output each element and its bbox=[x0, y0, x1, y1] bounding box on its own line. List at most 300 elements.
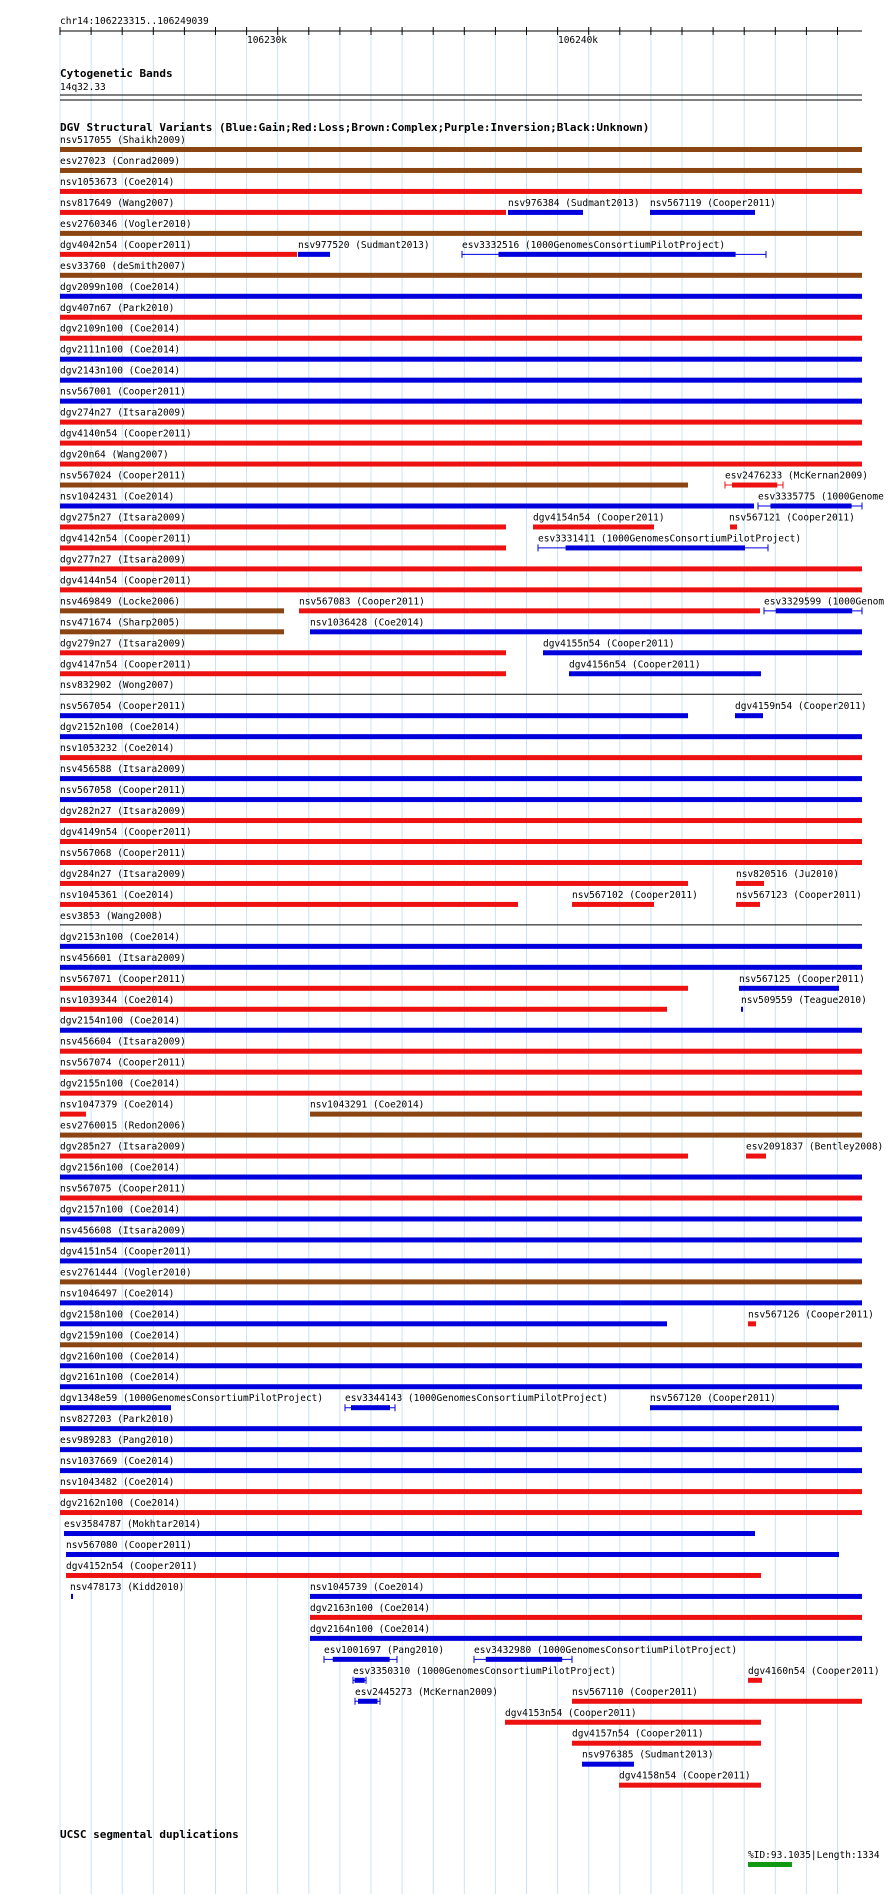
sv-feature-bar[interactable] bbox=[776, 608, 852, 613]
sv-feature-label: esv3335775 (1000Genome bbox=[758, 491, 884, 503]
sv-feature[interactable] bbox=[505, 1708, 761, 1725]
sv-feature-bar[interactable] bbox=[60, 1196, 862, 1201]
sv-feature[interactable] bbox=[60, 1372, 862, 1389]
tick-label-106240k: 106240k bbox=[557, 35, 599, 46]
sv-feature-bar[interactable] bbox=[355, 1678, 365, 1683]
sv-feature-bar[interactable] bbox=[60, 1342, 862, 1347]
sv-feature-bar[interactable] bbox=[60, 1007, 667, 1012]
sv-feature[interactable] bbox=[60, 995, 667, 1012]
sv-feature-bar[interactable] bbox=[60, 1426, 862, 1431]
sv-feature-bar[interactable] bbox=[60, 168, 862, 173]
sv-feature-bar[interactable] bbox=[310, 1112, 862, 1117]
sv-feature[interactable] bbox=[60, 596, 284, 613]
sv-feature[interactable] bbox=[60, 1456, 862, 1473]
sv-feature[interactable] bbox=[60, 680, 862, 694]
sv-feature-label: dgv4151n54 (Cooper2011) bbox=[60, 1246, 192, 1258]
sv-feature-bar[interactable] bbox=[60, 503, 754, 508]
sv-feature[interactable] bbox=[60, 1288, 862, 1305]
sv-feature-label: nsv517055 (Shaikh2009) bbox=[60, 135, 186, 146]
sv-feature[interactable] bbox=[353, 1666, 616, 1684]
sv-feature-label: dgv2162n100 (Coe2014) bbox=[60, 1498, 181, 1510]
sv-feature[interactable] bbox=[60, 953, 862, 970]
sv-feature-bar[interactable] bbox=[735, 713, 763, 718]
sv-feature-bar[interactable] bbox=[310, 629, 862, 634]
sv-feature[interactable] bbox=[60, 219, 862, 236]
sv-feature[interactable] bbox=[60, 806, 862, 823]
sv-feature-bar[interactable] bbox=[66, 1573, 761, 1578]
sv-feature[interactable] bbox=[538, 533, 801, 551]
sv-feature[interactable] bbox=[60, 1498, 862, 1515]
sv-feature-label: dgv2159n100 (Coe2014) bbox=[60, 1330, 181, 1342]
sv-feature-label: dgv2099n100 (Coe2014) bbox=[60, 281, 181, 293]
sv-feature[interactable] bbox=[60, 1121, 862, 1138]
sv-feature-bar[interactable] bbox=[60, 1447, 862, 1452]
sv-feature-bar[interactable] bbox=[60, 734, 862, 739]
sv-feature[interactable] bbox=[572, 1729, 761, 1746]
sv-feature-label: nsv820516 (Ju2010) bbox=[736, 868, 839, 880]
sv-feature-label: esv2761444 (Vogler2010) bbox=[60, 1267, 192, 1279]
sv-feature[interactable] bbox=[60, 450, 862, 467]
sv-feature-bar[interactable] bbox=[60, 147, 862, 152]
sv-feature-bar[interactable] bbox=[498, 252, 735, 257]
sv-feature[interactable] bbox=[310, 1624, 862, 1641]
sv-feature-bar[interactable] bbox=[543, 650, 862, 655]
sv-feature-label: nsv567080 (Cooper2011) bbox=[66, 1539, 192, 1551]
sv-feature[interactable] bbox=[650, 1393, 839, 1410]
sv-feature-bar[interactable] bbox=[650, 210, 755, 215]
sv-feature-bar[interactable] bbox=[572, 1699, 862, 1704]
sv-feature-label: nsv1043291 (Coe2014) bbox=[310, 1099, 425, 1111]
sv-feature-bar[interactable] bbox=[299, 608, 760, 613]
sv-feature-label: nsv471674 (Sharp2005) bbox=[60, 617, 181, 629]
segdup-feature-label: %ID:93.1035|Length:1334 bbox=[748, 1850, 880, 1861]
sv-feature-label: esv3350310 (1000GenomesConsortiumPilotProject) bbox=[353, 1665, 617, 1677]
sv-feature-bar[interactable] bbox=[60, 1133, 862, 1138]
sv-feature-bar[interactable] bbox=[60, 881, 688, 886]
sv-feature-bar[interactable] bbox=[358, 1699, 378, 1704]
sv-feature[interactable] bbox=[298, 240, 430, 257]
sv-feature-label: dgv2155n100 (Coe2014) bbox=[60, 1078, 181, 1090]
sv-feature[interactable] bbox=[60, 638, 506, 655]
sv-feature-label: nsv567074 (Cooper2011) bbox=[60, 1057, 186, 1069]
sv-feature[interactable] bbox=[739, 974, 865, 991]
sv-feature-bar[interactable] bbox=[60, 797, 862, 802]
sv-feature[interactable] bbox=[60, 387, 862, 404]
sv-feature[interactable] bbox=[60, 1142, 688, 1159]
sv-feature-bar[interactable] bbox=[60, 231, 862, 236]
cytogenetic-bands-title: Cytogenetic Bands bbox=[60, 67, 173, 80]
sv-feature[interactable] bbox=[60, 932, 862, 949]
sv-feature-label: dgv282n27 (Itsara2009) bbox=[60, 806, 186, 818]
sv-feature-bar[interactable] bbox=[60, 587, 862, 592]
sv-feature-bar[interactable] bbox=[732, 483, 777, 488]
sv-feature[interactable] bbox=[60, 512, 506, 529]
sv-feature-label: nsv456604 (Itsara2009) bbox=[60, 1036, 186, 1048]
sv-feature-label: dgv4159n54 (Cooper2011) bbox=[735, 701, 867, 713]
sv-feature[interactable] bbox=[60, 198, 506, 215]
sv-feature[interactable] bbox=[582, 1750, 714, 1767]
sv-feature-bar[interactable] bbox=[60, 671, 506, 676]
sv-feature[interactable] bbox=[60, 408, 862, 425]
sv-feature[interactable] bbox=[60, 659, 506, 676]
sv-feature-bar[interactable] bbox=[351, 1405, 390, 1410]
sv-feature[interactable] bbox=[764, 596, 884, 614]
sv-feature-label: esv2091837 (Bentley2008) bbox=[746, 1141, 884, 1153]
sv-feature-bar[interactable] bbox=[60, 1300, 862, 1305]
sv-feature-bar[interactable] bbox=[739, 986, 839, 991]
sv-feature-label: esv989283 (Pang2010) bbox=[60, 1435, 175, 1447]
sv-feature-bar[interactable] bbox=[60, 860, 862, 865]
sv-feature[interactable] bbox=[324, 1645, 444, 1663]
sv-feature-label: dgv4149n54 (Cooper2011) bbox=[60, 827, 192, 839]
region-label: chr14:106223315..106249039 bbox=[60, 16, 209, 27]
sv-feature-bar[interactable] bbox=[60, 294, 862, 299]
sv-feature-bar[interactable] bbox=[60, 944, 862, 949]
sv-feature[interactable] bbox=[60, 429, 862, 446]
sv-feature-label: nsv567102 (Cooper2011) bbox=[572, 889, 698, 901]
sv-feature-label: esv33760 (deSmith2007) bbox=[60, 260, 186, 272]
sv-feature-bar[interactable] bbox=[60, 566, 862, 571]
sv-feature-bar[interactable] bbox=[60, 1468, 862, 1473]
sv-feature-bar[interactable] bbox=[60, 189, 862, 194]
sv-feature-bar[interactable] bbox=[741, 1007, 743, 1012]
sv-feature-bar[interactable] bbox=[572, 1741, 761, 1746]
sv-feature-bar[interactable] bbox=[71, 1594, 73, 1599]
sv-feature[interactable] bbox=[60, 345, 862, 362]
sv-feature-bar[interactable] bbox=[60, 1363, 862, 1368]
sv-feature[interactable] bbox=[60, 240, 297, 257]
sv-feature[interactable] bbox=[748, 1666, 880, 1683]
sv-feature-label: dgv2152n100 (Coe2014) bbox=[60, 722, 181, 734]
sv-feature-bar[interactable] bbox=[310, 1636, 862, 1641]
sv-feature-bar[interactable] bbox=[60, 524, 506, 529]
sv-feature[interactable] bbox=[60, 471, 688, 488]
sv-feature-bar[interactable] bbox=[60, 420, 862, 425]
sv-feature[interactable] bbox=[729, 512, 855, 529]
sv-feature-bar[interactable] bbox=[60, 776, 862, 781]
sv-feature-label: nsv567119 (Cooper2011) bbox=[650, 197, 776, 209]
sv-feature-bar[interactable] bbox=[572, 902, 654, 907]
sv-feature-label: nsv1043482 (Coe2014) bbox=[60, 1477, 175, 1489]
sv-feature-bar[interactable] bbox=[60, 210, 506, 215]
sv-feature[interactable] bbox=[474, 1645, 737, 1663]
sv-feature-label: esv3853 (Wang2008) bbox=[60, 910, 163, 922]
sv-feature-bar[interactable] bbox=[60, 839, 862, 844]
sv-feature-bar[interactable] bbox=[736, 902, 760, 907]
sv-feature[interactable] bbox=[60, 1204, 862, 1221]
cytogenetic-bands-track bbox=[60, 67, 862, 100]
sv-feature-bar[interactable] bbox=[60, 1384, 862, 1389]
sv-feature[interactable] bbox=[60, 911, 862, 925]
sv-feature[interactable] bbox=[60, 282, 862, 299]
sv-feature-label: dgv275n27 (Itsara2009) bbox=[60, 512, 186, 524]
sv-feature[interactable] bbox=[355, 1687, 498, 1705]
sv-feature[interactable] bbox=[748, 1309, 874, 1326]
sv-feature-label: dgv4157n54 (Cooper2011) bbox=[572, 1728, 704, 1740]
sv-feature-bar[interactable] bbox=[60, 378, 862, 383]
sv-feature[interactable] bbox=[60, 1309, 667, 1326]
sv-feature[interactable] bbox=[60, 1267, 862, 1284]
sv-feature-label: nsv832902 (Wong2007) bbox=[60, 680, 175, 692]
sv-feature-bar[interactable] bbox=[60, 462, 862, 467]
sv-feature-bar[interactable] bbox=[569, 671, 761, 676]
sv-feature[interactable] bbox=[650, 198, 776, 215]
sv-feature[interactable] bbox=[60, 177, 862, 194]
sv-feature[interactable] bbox=[60, 617, 284, 634]
sv-feature-bar[interactable] bbox=[730, 524, 737, 529]
sv-feature[interactable] bbox=[60, 785, 862, 802]
sv-feature[interactable] bbox=[60, 554, 862, 571]
sv-feature-label: nsv976384 (Sudmant2013) bbox=[508, 197, 640, 209]
sv-feature[interactable] bbox=[60, 890, 518, 907]
sv-feature[interactable] bbox=[60, 1393, 323, 1410]
sv-feature-bar[interactable] bbox=[64, 1531, 755, 1536]
sv-feature-bar[interactable] bbox=[505, 1720, 761, 1725]
sv-feature-label: nsv977520 (Sudmant2013) bbox=[298, 239, 430, 251]
sv-feature[interactable] bbox=[60, 722, 862, 739]
sv-feature-label: nsv567068 (Cooper2011) bbox=[60, 847, 186, 859]
sv-feature-label: nsv1042431 (Coe2014) bbox=[60, 491, 175, 503]
sv-feature-bar[interactable] bbox=[60, 1070, 862, 1075]
sv-feature[interactable] bbox=[60, 1477, 862, 1494]
sv-feature-label: nsv567075 (Cooper2011) bbox=[60, 1183, 186, 1195]
sv-feature-label: dgv4155n54 (Cooper2011) bbox=[543, 638, 675, 650]
sv-feature[interactable] bbox=[70, 1582, 184, 1599]
sv-feature[interactable] bbox=[736, 869, 839, 886]
sv-feature-bar[interactable] bbox=[486, 1657, 562, 1662]
sv-feature[interactable] bbox=[60, 1016, 862, 1033]
sv-feature-label: dgv1348e59 (1000GenomesConsortiumPilotProject) bbox=[60, 1393, 324, 1405]
sv-feature-bar[interactable] bbox=[60, 1237, 862, 1242]
sv-feature-label: nsv567024 (Cooper2011) bbox=[60, 470, 186, 482]
sv-feature-label: dgv407n67 (Park2010) bbox=[60, 302, 175, 314]
sv-feature-label: nsv456588 (Itsara2009) bbox=[60, 764, 186, 776]
sv-feature-bar[interactable] bbox=[60, 1510, 862, 1515]
sv-feature-bar[interactable] bbox=[60, 1216, 862, 1221]
sv-feature-label: esv2476233 (McKernan2009) bbox=[725, 470, 868, 482]
sv-feature-bar[interactable] bbox=[60, 1049, 862, 1054]
sv-feature[interactable] bbox=[310, 1100, 862, 1117]
sv-feature[interactable] bbox=[60, 533, 506, 550]
sv-feature-label: esv3584787 (Mokhtar2014) bbox=[64, 1519, 202, 1531]
sv-feature-bar[interactable] bbox=[60, 252, 297, 257]
sv-feature-label: dgv2111n100 (Coe2014) bbox=[60, 344, 181, 356]
sv-feature[interactable] bbox=[60, 366, 862, 383]
sv-feature-label: nsv567125 (Cooper2011) bbox=[739, 973, 865, 985]
sv-feature-label: dgv2161n100 (Coe2014) bbox=[60, 1372, 181, 1384]
sv-feature[interactable] bbox=[60, 303, 862, 320]
sv-feature[interactable] bbox=[60, 261, 862, 278]
sv-feature[interactable] bbox=[60, 827, 862, 844]
sv-feature[interactable] bbox=[60, 1037, 862, 1054]
sv-feature[interactable] bbox=[462, 240, 766, 258]
sv-feature-bar[interactable] bbox=[60, 545, 506, 550]
sv-feature-bar[interactable] bbox=[60, 1258, 862, 1263]
sv-feature-bar[interactable] bbox=[60, 1321, 667, 1326]
sv-feature[interactable] bbox=[735, 701, 867, 718]
sv-feature[interactable] bbox=[310, 1603, 862, 1620]
sv-feature[interactable] bbox=[60, 869, 688, 886]
sv-feature-bar[interactable] bbox=[60, 713, 688, 718]
sv-feature[interactable] bbox=[345, 1393, 608, 1411]
sv-feature-bar[interactable] bbox=[60, 965, 862, 970]
sv-feature-label: nsv976385 (Sudmant2013) bbox=[582, 1749, 714, 1761]
sv-feature-bar[interactable] bbox=[60, 1279, 862, 1284]
sv-feature[interactable] bbox=[60, 575, 862, 592]
tick-label-106230k: 106230k bbox=[246, 35, 288, 46]
sv-feature-bar[interactable] bbox=[60, 1489, 862, 1494]
sv-feature-bar[interactable] bbox=[60, 1405, 171, 1410]
sv-feature-label: nsv509559 (Teague2010) bbox=[741, 994, 867, 1006]
sv-feature-bar[interactable] bbox=[60, 1112, 86, 1117]
sv-feature-bar[interactable] bbox=[60, 1154, 688, 1159]
sv-feature-bar[interactable] bbox=[298, 252, 330, 257]
sv-feature-label: dgv285n27 (Itsara2009) bbox=[60, 1141, 186, 1153]
sv-feature[interactable] bbox=[60, 1058, 862, 1075]
sv-feature[interactable] bbox=[60, 1330, 862, 1347]
sv-feature-bar[interactable] bbox=[582, 1762, 634, 1767]
sv-feature[interactable] bbox=[758, 491, 884, 509]
sv-feature[interactable] bbox=[66, 1540, 839, 1557]
sv-feature-label: dgv277n27 (Itsara2009) bbox=[60, 554, 186, 566]
sv-feature-bar[interactable] bbox=[770, 503, 851, 508]
sv-feature[interactable] bbox=[310, 1582, 862, 1599]
sv-feature-bar[interactable] bbox=[619, 1783, 761, 1788]
sv-feature-label: nsv567001 (Cooper2011) bbox=[60, 386, 186, 398]
sv-feature-label: dgv2163n100 (Coe2014) bbox=[310, 1602, 431, 1614]
sv-feature[interactable] bbox=[60, 1225, 862, 1242]
sv-feature-label: nsv1045739 (Coe2014) bbox=[310, 1581, 425, 1593]
sv-feature[interactable] bbox=[60, 701, 688, 718]
sv-feature[interactable] bbox=[741, 995, 867, 1012]
sv-feature-label: nsv817649 (Wang2007) bbox=[60, 197, 175, 209]
sv-feature-label: dgv284n27 (Itsara2009) bbox=[60, 868, 186, 880]
sv-feature-label: nsv567123 (Cooper2011) bbox=[736, 889, 862, 901]
sv-feature-bar[interactable] bbox=[60, 399, 862, 404]
sv-feature-label: dgv4158n54 (Cooper2011) bbox=[619, 1770, 751, 1782]
sv-feature-bar[interactable] bbox=[748, 1321, 756, 1326]
sv-feature-label: nsv456601 (Itsara2009) bbox=[60, 952, 186, 964]
sv-feature-bar[interactable] bbox=[508, 210, 583, 215]
sv-feature-bar[interactable] bbox=[748, 1678, 762, 1683]
sv-feature-bar[interactable] bbox=[310, 1615, 862, 1620]
sv-feature-bar[interactable] bbox=[60, 629, 284, 634]
sv-feature[interactable] bbox=[60, 764, 862, 781]
sv-feature[interactable] bbox=[543, 638, 862, 655]
sv-feature[interactable] bbox=[60, 1351, 862, 1368]
sv-feature-label: dgv4144n54 (Cooper2011) bbox=[60, 575, 192, 587]
sv-feature[interactable] bbox=[60, 1100, 174, 1117]
sv-feature[interactable] bbox=[60, 491, 754, 508]
sv-feature-label: esv2445273 (McKernan2009) bbox=[355, 1686, 498, 1698]
sv-feature[interactable] bbox=[60, 156, 862, 173]
sv-feature[interactable] bbox=[60, 1246, 862, 1263]
sv-feature-label: dgv274n27 (Itsara2009) bbox=[60, 407, 186, 419]
sv-feature-label: dgv2164n100 (Coe2014) bbox=[310, 1623, 431, 1635]
sv-feature-bar[interactable] bbox=[746, 1154, 766, 1159]
sv-feature[interactable] bbox=[60, 1184, 862, 1201]
sv-feature[interactable] bbox=[60, 743, 862, 760]
sv-feature-label: nsv469849 (Locke2006) bbox=[60, 596, 181, 608]
sv-feature-bar[interactable] bbox=[60, 315, 862, 320]
sv-feature-label: nsv567083 (Cooper2011) bbox=[299, 596, 425, 608]
sv-feature-label: nsv567058 (Cooper2011) bbox=[60, 785, 186, 797]
sv-feature-bar[interactable] bbox=[333, 1657, 390, 1662]
sv-feature[interactable] bbox=[60, 848, 862, 865]
sv-feature-bar[interactable] bbox=[60, 1175, 862, 1180]
sv-feature[interactable] bbox=[60, 1414, 862, 1431]
sv-feature[interactable] bbox=[310, 617, 862, 634]
sv-feature-label: nsv1047379 (Coe2014) bbox=[60, 1099, 175, 1111]
sv-feature[interactable] bbox=[619, 1771, 761, 1788]
sv-feature-bar[interactable] bbox=[60, 483, 688, 488]
dgv-track-title: DGV Structural Variants (Blue:Gain;Red:Loss;Brown:Complex;Purple:Inversion;Black:Unknown) bbox=[60, 121, 650, 134]
sv-feature-bar[interactable] bbox=[60, 273, 862, 278]
sv-feature-bar[interactable] bbox=[310, 1594, 862, 1599]
sv-feature-bar[interactable] bbox=[60, 818, 862, 823]
sv-feature-label: dgv20n64 (Wang2007) bbox=[60, 449, 169, 461]
sv-feature-label: nsv567071 (Cooper2011) bbox=[60, 973, 186, 985]
sv-feature-bar[interactable] bbox=[566, 545, 745, 550]
sv-feature[interactable] bbox=[299, 596, 760, 613]
sv-feature[interactable] bbox=[60, 974, 688, 991]
sv-feature-bar[interactable] bbox=[66, 1552, 839, 1557]
sv-feature-label: dgv4160n54 (Cooper2011) bbox=[748, 1665, 880, 1677]
sv-feature-bar[interactable] bbox=[650, 1405, 839, 1410]
sv-feature[interactable] bbox=[569, 659, 761, 676]
sv-feature-label: esv2760015 (Redon2006) bbox=[60, 1120, 186, 1132]
sv-feature[interactable] bbox=[60, 324, 862, 341]
sv-feature[interactable] bbox=[725, 471, 868, 489]
sv-feature-bar[interactable] bbox=[60, 336, 862, 341]
sv-feature[interactable] bbox=[572, 1687, 862, 1704]
sv-feature[interactable] bbox=[60, 135, 862, 152]
sv-feature-label: nsv1039344 (Coe2014) bbox=[60, 994, 175, 1006]
sv-feature[interactable] bbox=[736, 890, 862, 907]
sv-feature-bar[interactable] bbox=[736, 881, 764, 886]
sv-feature-bar[interactable] bbox=[60, 608, 284, 613]
sv-feature-bar[interactable] bbox=[60, 441, 862, 446]
sv-feature-label: dgv2158n100 (Coe2014) bbox=[60, 1309, 181, 1321]
sv-feature[interactable] bbox=[60, 1079, 862, 1096]
sv-feature-label: dgv4156n54 (Cooper2011) bbox=[569, 659, 701, 671]
sv-feature-label: nsv478173 (Kidd2010) bbox=[70, 1581, 185, 1593]
sv-feature-bar[interactable] bbox=[60, 650, 506, 655]
sv-feature[interactable] bbox=[66, 1561, 761, 1578]
sv-feature-label: nsv827203 (Park2010) bbox=[60, 1414, 175, 1426]
sv-feature[interactable] bbox=[533, 512, 665, 529]
segdup-feature-bar[interactable] bbox=[748, 1862, 792, 1867]
sv-feature-bar[interactable] bbox=[60, 755, 862, 760]
sv-feature[interactable] bbox=[60, 1163, 862, 1180]
sv-feature-label: dgv2154n100 (Coe2014) bbox=[60, 1015, 181, 1027]
sv-feature-label: esv3332516 (1000GenomesConsortiumPilotProject) bbox=[462, 239, 726, 251]
sv-feature-label: nsv1037669 (Coe2014) bbox=[60, 1456, 175, 1468]
sv-feature-bar[interactable] bbox=[533, 524, 654, 529]
sv-feature-label: dgv2109n100 (Coe2014) bbox=[60, 323, 181, 335]
sv-feature-bar[interactable] bbox=[60, 986, 688, 991]
sv-feature-bar[interactable] bbox=[60, 357, 862, 362]
sv-feature-bar[interactable] bbox=[60, 1028, 862, 1033]
sv-feature-label: dgv4042n54 (Cooper2011) bbox=[60, 239, 192, 251]
sv-feature-bar[interactable] bbox=[60, 902, 518, 907]
sv-feature[interactable] bbox=[572, 890, 698, 907]
sv-feature-label: nsv1036428 (Coe2014) bbox=[310, 617, 425, 629]
sv-feature[interactable] bbox=[60, 1435, 862, 1452]
sv-feature-bar[interactable] bbox=[60, 1091, 862, 1096]
sv-feature[interactable] bbox=[746, 1142, 883, 1159]
sv-feature-label: dgv4140n54 (Cooper2011) bbox=[60, 428, 192, 440]
